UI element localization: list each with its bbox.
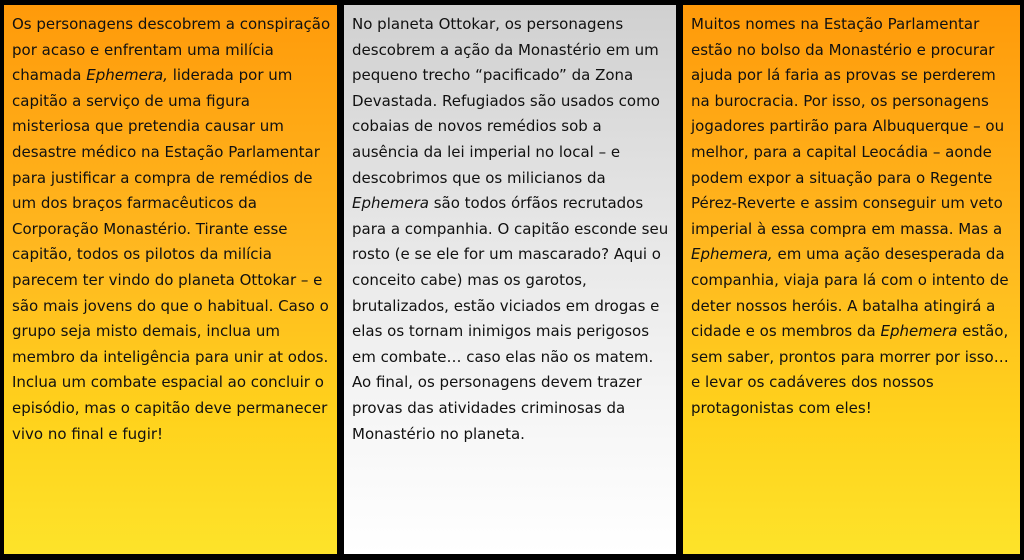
column-middle — [344, 5, 676, 554]
column-left-text — [12, 12, 331, 447]
text-run: em uma ação desesperada da companhia, viaja para lá com o intento de deter nossos heróis. A batalha atingirá a cidade e os membros da — [691, 245, 1009, 341]
text-run: Os personagens descobrem a conspiração por acaso e enfrentam uma milícia chamada — [12, 15, 331, 85]
text-run: são todos órfãos recrutados para a companhia. O capitão esconde seu rosto (e se ele for um mascarado? Aqui o conceito cabe) mas os garotos, brutalizados, estão viciados em drogas e elas os tornam inimigos mais perigosos em combate… caso elas não os matem. Ao final, os personagens devem trazer provas das atividades criminosas da Monastério no planeta. — [352, 194, 669, 443]
text-run: Muitos nomes na Estação Parlamentar estão no bolso da Monastério e procurar ajuda por lá faria as provas se perderem na burocracia. Por isso, os personagens jogadores partirão para Albuquerque – ou melhor, para a capital Leocádia – aonde podem expor a situação para o Regente Pérez-Reverte e assim conseguir um veto imperial à essa compra em massa. Mas a — [691, 15, 1005, 238]
italic-term: Ephemera — [880, 322, 958, 341]
text-run: liderada por um capitão a serviço de uma figura misteriosa que pretendia causar um desastre médico na Estação Parlamentar para justificar a compra de remédios de um dos braços farmacêuticos da Corporação Monastério. Tirante esse capitão, todos os pilotos da milícia parecem ter vindo do planeta Ottokar – e são mais jovens do que o habitual. Caso o grupo seja misto demais, inclua um membro da inteligência para unir at odos. Inclua um combate espacial ao concluir o episódio, mas o capitão deve permanecer vivo no final e fugir! — [12, 66, 329, 443]
italic-term: Ephemera, — [691, 245, 773, 264]
column-left — [4, 5, 337, 554]
column-right — [683, 5, 1020, 554]
italic-term: Ephemera — [352, 194, 429, 213]
column-right-text — [691, 12, 1014, 422]
text-run: estão, sem saber, prontos para morrer por isso… e levar os cadáveres dos nossos protagonistas com eles! — [691, 322, 1009, 417]
text-run: No planeta Ottokar, os personagens descobrem a ação da Monastério em um pequeno trecho “pacificado” da Zona Devastada. Refugiados são usados como cobaias de novos remédios sob a ausência da lei imperial no local – e descobrimos que os milicianos da — [352, 15, 660, 187]
column-middle-text — [352, 12, 670, 447]
italic-term: Ephemera, — [86, 66, 168, 85]
